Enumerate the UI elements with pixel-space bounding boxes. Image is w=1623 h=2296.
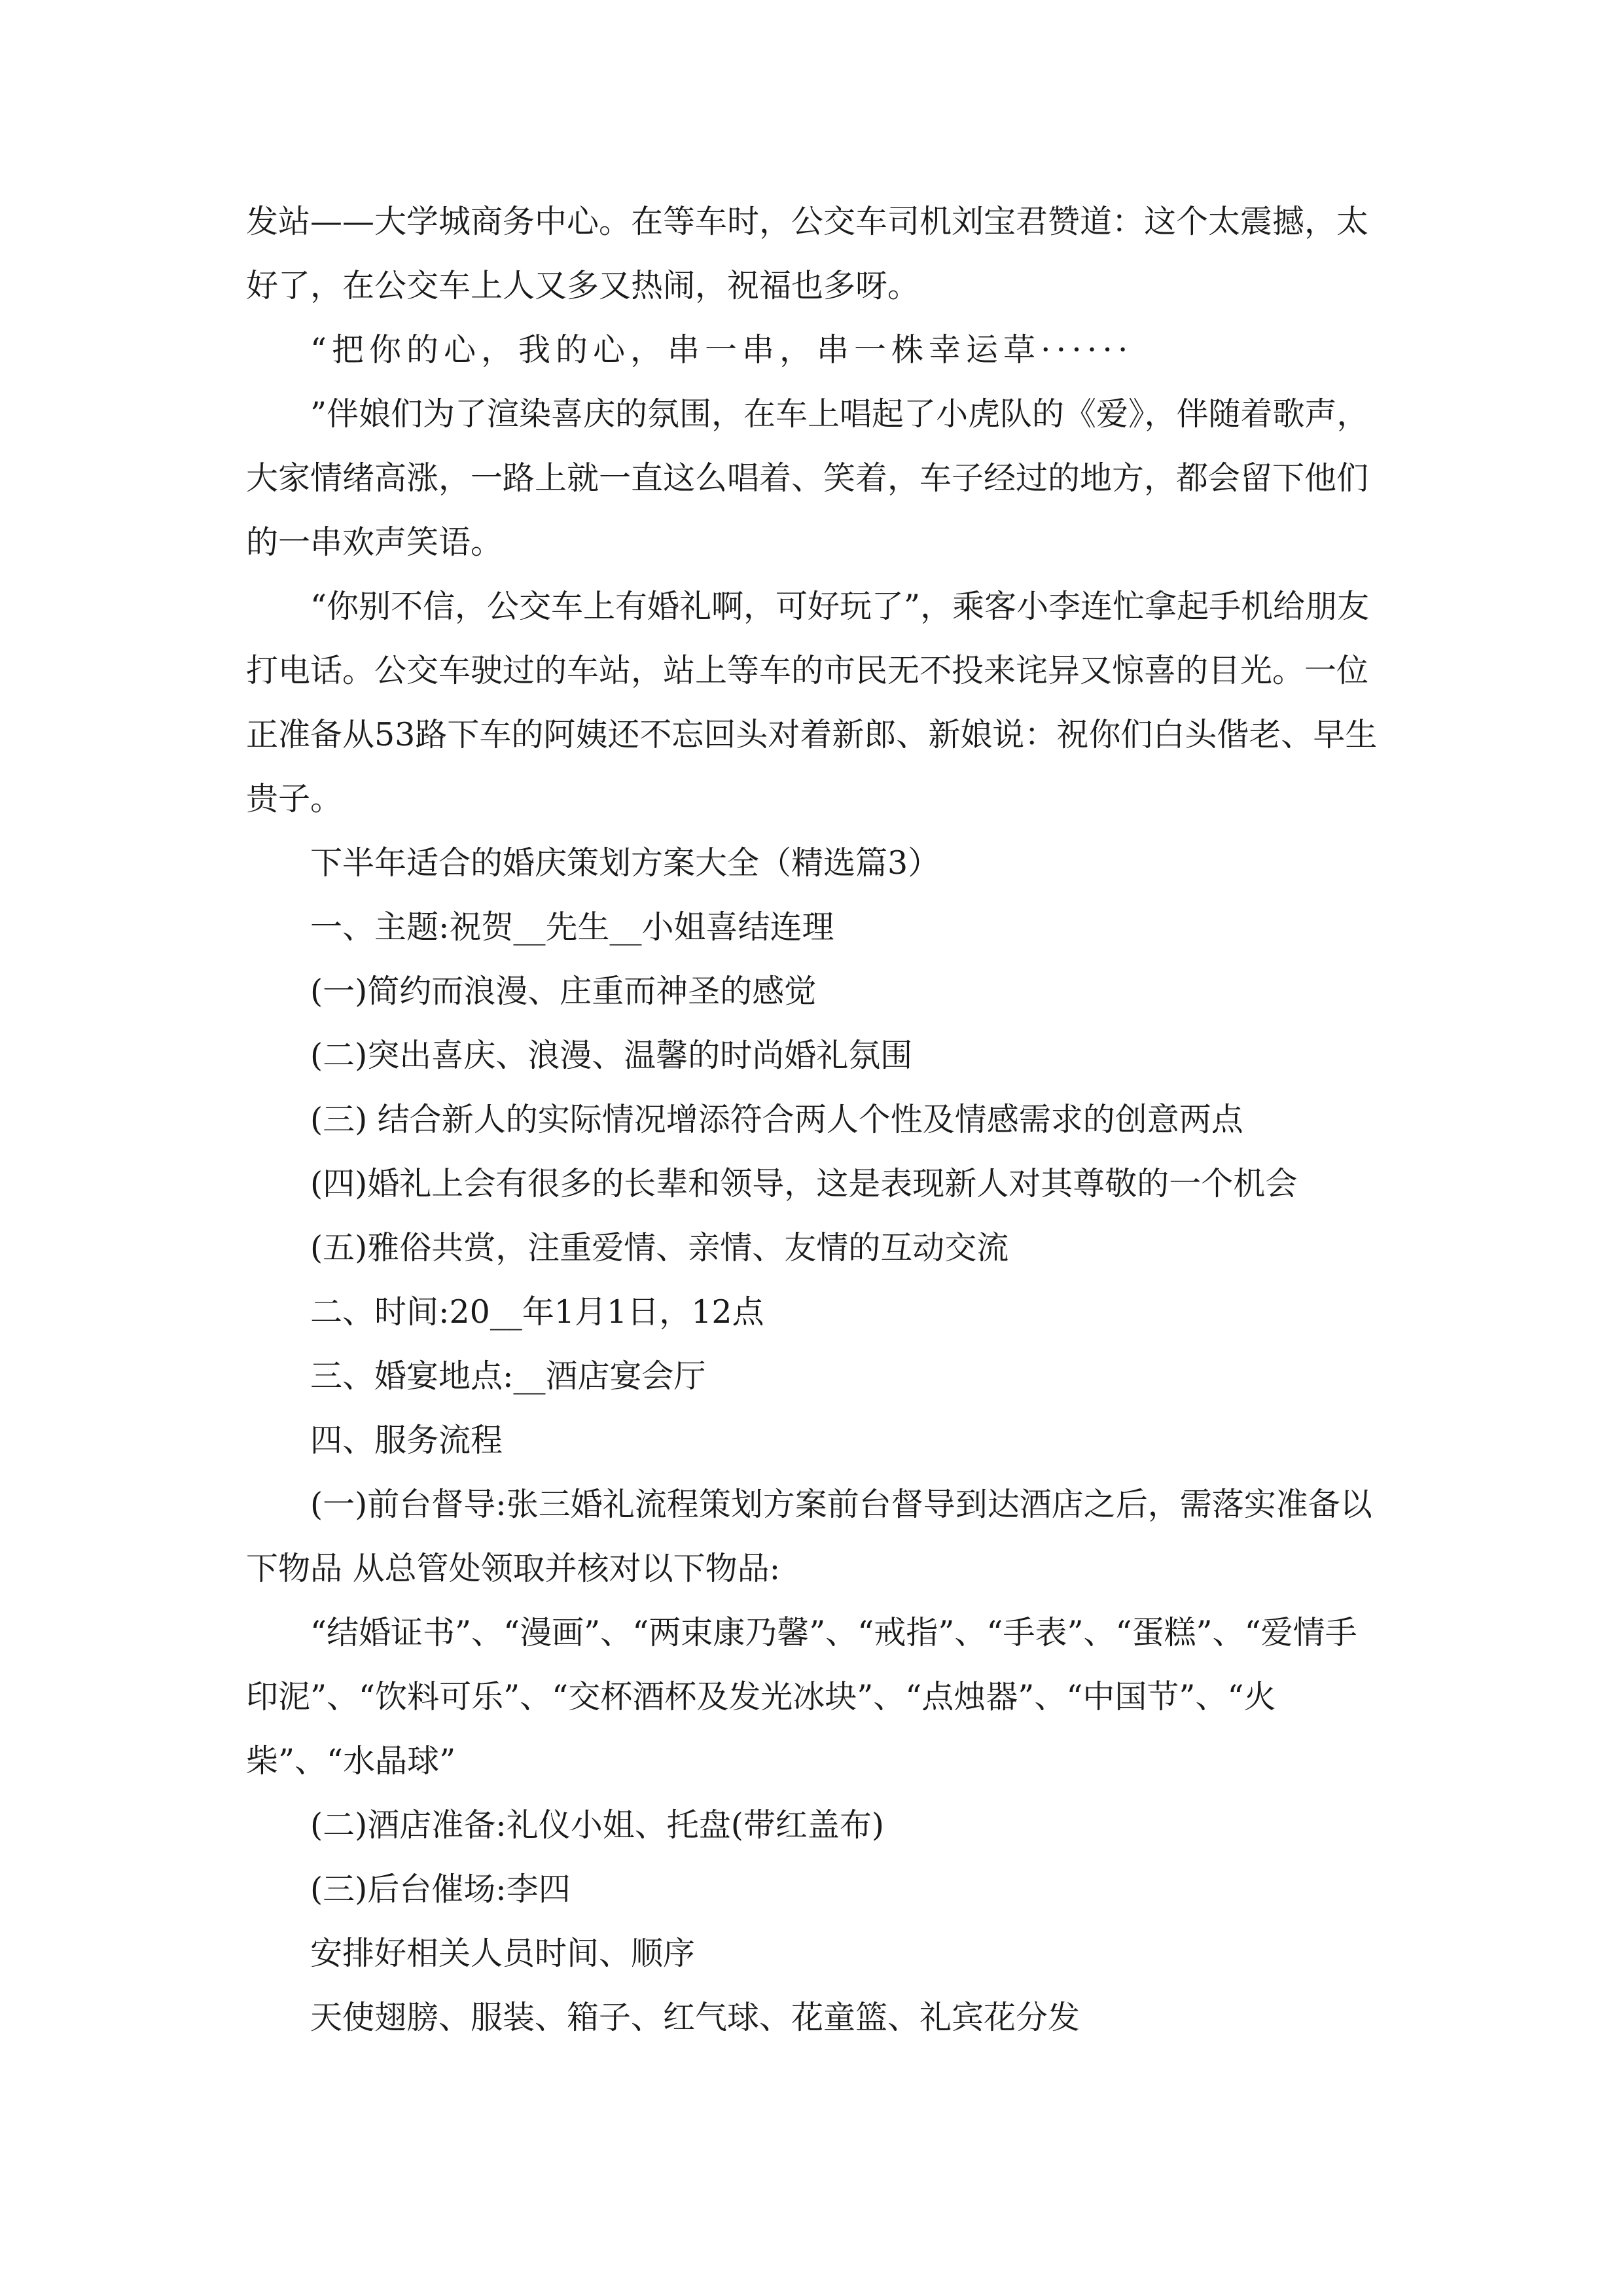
arrange-staff-line: 安排好相关人员时间、顺序 (310, 1935, 696, 1972)
venue-line: 三、婚宴地点:__酒店宴会厅 (310, 1357, 706, 1395)
backstage-line: (三)后台催场:李四 (310, 1871, 571, 1908)
front-desk-paragraph: (一)前台督导:张三婚礼流程策划方案前台督导到达酒店之后，需落实准备以下物品 从总管处领取并核对以下物品: (246, 1486, 1372, 1587)
time-line: 二、时间:20__年1月1日，12点 (310, 1293, 764, 1331)
items-list-paragraph: “结婚证书”、“漫画”、“两束康乃馨”、“戒指”、“手表”、“蛋糕”、“爱情手印泥”、“饮料可乐”、“交杯酒杯及发光冰块”、“点烛器”、“中国节”、“火柴”、“水晶球” (246, 1614, 1357, 1780)
section-heading: 下半年适合的婚庆策划方案大全（精选篇3） (310, 844, 940, 882)
document-page (246, 190, 1380, 2050)
paragraph-bridesmaids: ”伴娘们为了渲染喜庆的氛围，在车上唱起了小虎队的《爱》，伴随着歌声，大家情绪高涨，一路上就一直这么唱着、笑着，车子经过的地方，都会留下他们的一串欢声笑语。 (246, 395, 1369, 561)
props-line: 天使翅膀、服装、箱子、红气球、花童篮、礼宾花分发 (310, 1999, 1080, 2036)
paragraph-bus-station: 发站——大学城商务中心。在等车时，公交车司机刘宝君赞道：这个太震撼，太好了，在公交车上人又多又热闹，祝福也多呀。 (246, 203, 1369, 304)
hotel-prep-line: (二)酒店准备:礼仪小姐、托盘(带红盖布) (310, 1806, 884, 1844)
theme-item-4: (四)婚礼上会有很多的长辈和领导，这是表现新人对其尊敬的一个机会 (310, 1165, 1298, 1202)
theme-item-1: (一)简约而浪漫、庄重而神圣的感觉 (310, 973, 817, 1010)
theme-item-2: (二)突出喜庆、浪漫、温馨的时尚婚礼氛围 (310, 1037, 913, 1074)
paragraph-passenger: “你别不信，公交车上有婚礼啊，可好玩了”，乘客小李连忙拿起手机给朋友打电话。公交车驶过的车站，站上等车的市民无不投来诧异又惊喜的目光。一位正准备从53路下车的阿姨还不忘回头对着新郎、新娘说：祝你们白头偕老、早生贵子。 (246, 588, 1378, 817)
theme-item-3: (三) 结合新人的实际情况增添符合两人个性及情感需求的创意两点 (310, 1101, 1243, 1138)
paragraph-song-lyric: “把你的心，我的心，串一串，串一株幸运草······ (310, 331, 1133, 368)
theme-heading: 一、主题:祝贺__先生__小姐喜结连理 (310, 908, 834, 946)
service-heading: 四、服务流程 (310, 1422, 503, 1459)
theme-item-5: (五)雅俗共赏，注重爱情、亲情、友情的互动交流 (310, 1229, 1009, 1266)
